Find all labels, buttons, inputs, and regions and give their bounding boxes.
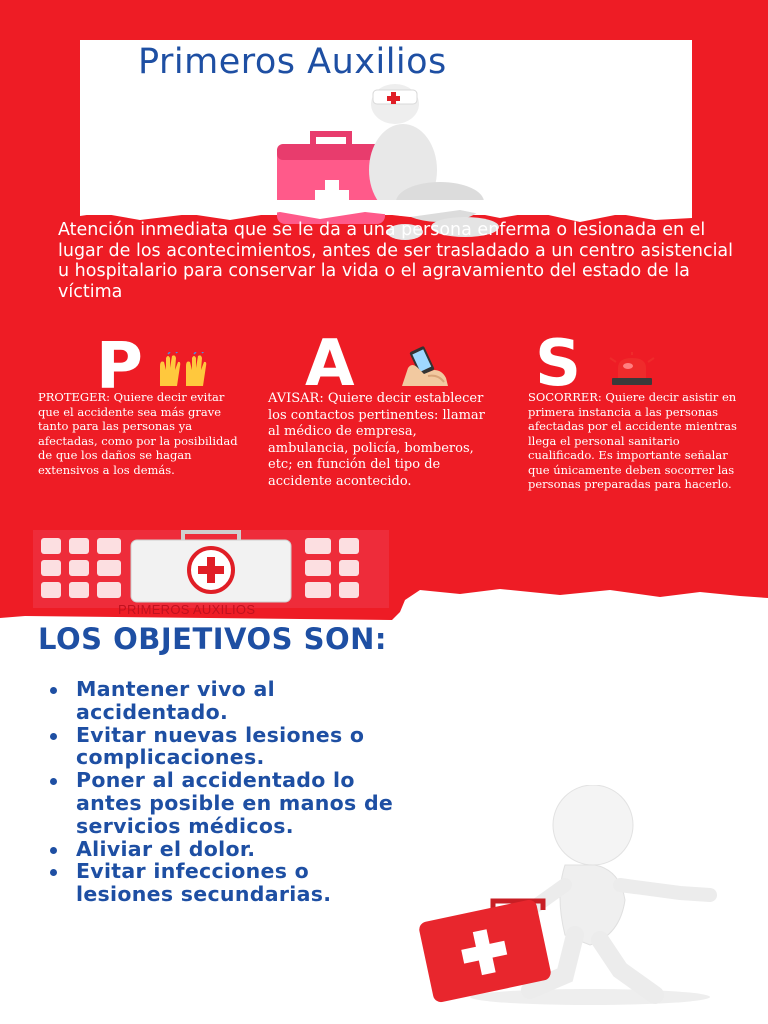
phone-in-hand-icon bbox=[398, 346, 450, 386]
siren-light-icon bbox=[606, 352, 658, 386]
first-aid-kit-icon bbox=[33, 530, 389, 608]
definition-text: Atención inmediata que se le da a una persona enferma o lesionada en el lugar de los acontecimientos, antes de ser trasladado a un centro asistencial u hospitalario para conservar la vida o el agravamiento del estado de la víctima bbox=[58, 220, 734, 302]
raised-hands-icon bbox=[156, 352, 210, 386]
list-item: Evitar nuevas lesiones o complicaciones. bbox=[48, 724, 408, 770]
avisar-text: AVISAR: Quiere decir establecer los contactos pertinentes: llamar al médico de empresa, ambulancia, policía, bomberos, etc; en función del tipo de accidente acontecido. bbox=[268, 391, 485, 489]
list-item: Aliviar el dolor. bbox=[48, 838, 408, 861]
objectives-list bbox=[48, 678, 408, 906]
socorrer-text: SOCORRER: Quiere decir asistir en primera instancia a las personas afectadas por el accidente mientras llega el personal sanitario cualificado. Es importante señalar que únicamente deben socorrer las personas preparadas para hacerlo. bbox=[528, 390, 737, 491]
list-item: Poner al accidentado lo antes posible en manos de servicios médicos. bbox=[48, 769, 408, 837]
list-item: Evitar infecciones o lesiones secundarias. bbox=[48, 860, 408, 906]
proteger-text: PROTEGER: Quiere decir evitar que el accidente sea más grave tanto para las personas ya afectadas, como por la posibilidad de que los daños se hagan extensivos a los demás. bbox=[38, 390, 238, 477]
letter-s: S bbox=[535, 327, 582, 401]
walking-figure-with-first-aid-kit-illustration bbox=[415, 785, 745, 1010]
letter-p: P bbox=[96, 330, 143, 404]
page-title: Primeros Auxilios bbox=[138, 42, 447, 82]
kit-banner-label: PRIMEROS AUXILIOS bbox=[118, 602, 256, 617]
objectives-title: LOS OBJETIVOS SON: bbox=[38, 622, 387, 656]
list-item: Mantener vivo al accidentado. bbox=[48, 678, 408, 724]
letter-a: A bbox=[305, 327, 355, 401]
first-aid-kit-banner bbox=[33, 530, 389, 608]
title-card bbox=[80, 40, 692, 215]
